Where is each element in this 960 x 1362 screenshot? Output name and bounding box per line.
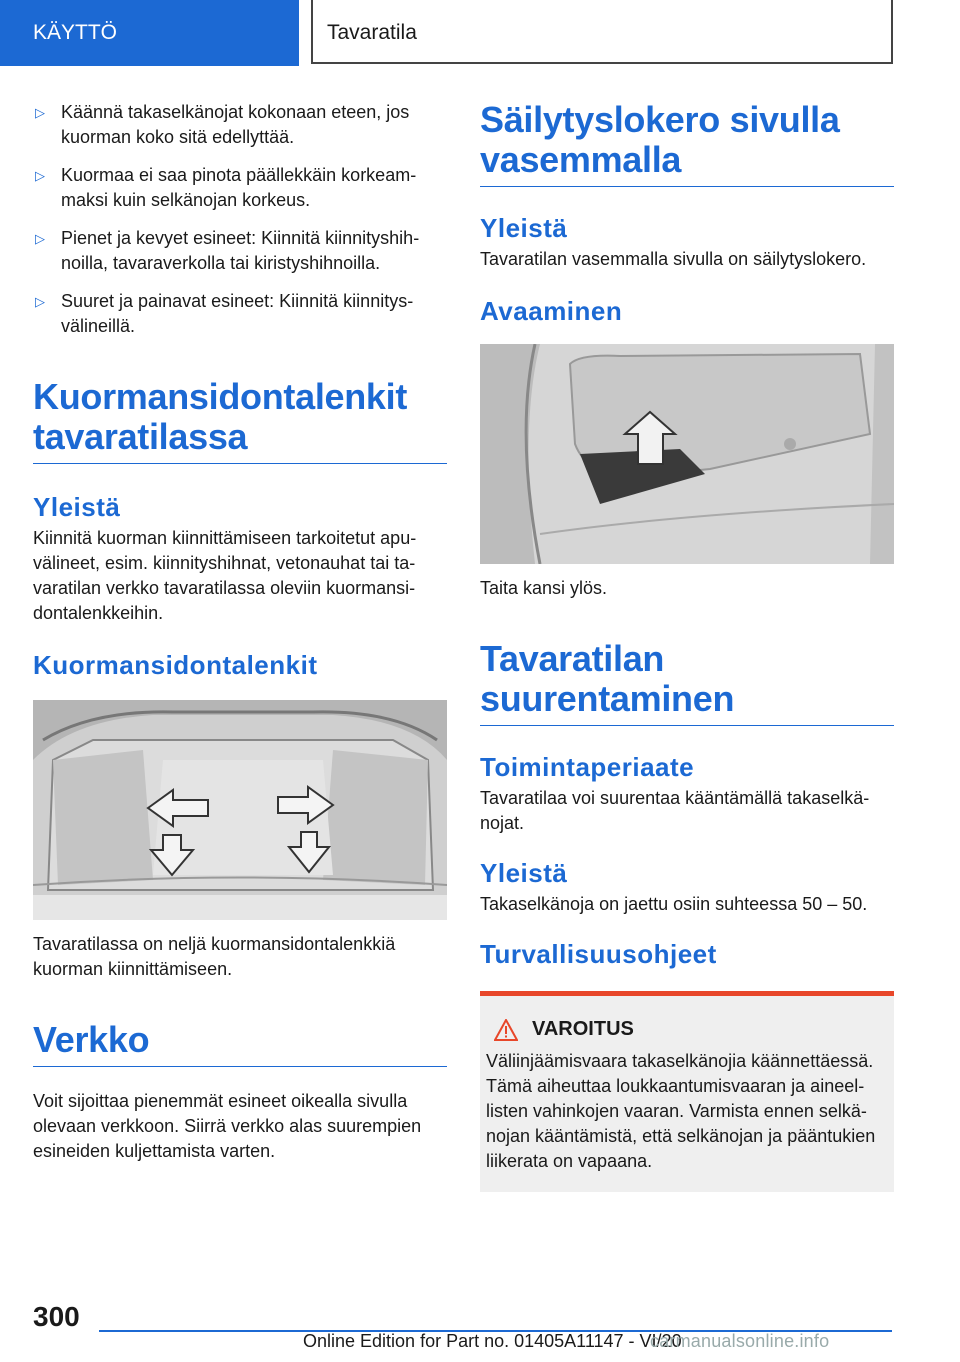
trunk-lashing-eyes-image (33, 700, 447, 920)
footer-watermark[interactable]: carmanualsonline.info (650, 1331, 830, 1351)
subheading-principle: Toimintaperiaate (480, 752, 695, 782)
warning-text: Väliinjäämisvaara takaselkänojia käännettäessä. Tämä aiheuttaa loukkaantumisvaaran ja aineellisten vahinkojen vaaran. Varmista ennen selkänojan kääntämistä, että selkänojan ja pääntukien liikerata on vapaana. (486, 1051, 876, 1171)
chapter-label: KÄYTTÖ (33, 21, 118, 44)
paragraph-net: Voit sijoittaa pienemmät esineet oikealla sivulla olevaan verkkoon. Siirrä verkko alas suurempien esineiden kuljettamista varten. (33, 1091, 422, 1161)
triangle-bullet-icon: ▷ (35, 231, 45, 246)
right-column (480, 100, 894, 1192)
triangle-bullet-icon: ▷ (35, 105, 45, 120)
list-item: ▷ Kuormaa ei saa pinota päällekkäin korkeammaksi kuin selkänojan korkeus. (35, 165, 417, 210)
warning-triangle-icon (494, 1019, 518, 1041)
warning-box (480, 991, 894, 1192)
list-item: ▷ Käännä takaselkänojat kokonaan eteen, jos kuorman koko sitä edellyttää. (35, 102, 410, 147)
heading-net: Verkko (33, 1020, 447, 1067)
heading-lashing-eyes: Kuormansidontalenkit tavaratilassa (33, 377, 447, 464)
paragraph-principle: Tavaratilaa voi suurentaa kääntämällä takaselkänojat. (480, 788, 870, 833)
subheading-opening: Avaaminen (480, 296, 623, 326)
chapter-tab (0, 0, 299, 66)
subheading-general: Yleistä (480, 213, 568, 243)
section-header (311, 0, 893, 64)
subheading-general-2: Yleistä (480, 858, 568, 888)
footer-edition: Online Edition for Part no. 01405A11147 - VI/20 (303, 1331, 682, 1351)
storage-compartment-image (480, 344, 894, 564)
list-item: ▷ Pienet ja kevyet esineet: Kiinnitä kiinnityshihnoilla, tavaraverkolla tai kiristyshihnoilla. (35, 228, 420, 273)
paragraph-general-2: Takaselkänoja on jaettu osiin suhteessa 50 – 50. (480, 894, 868, 914)
subheading-safety: Turvallisuusohjeet (480, 939, 717, 969)
heading-storage-compartment: Säilytyslokero sivulla vasemmalla (480, 100, 894, 187)
triangle-bullet-icon: ▷ (35, 294, 45, 309)
section-title: Tavaratila (327, 21, 417, 44)
paragraph-general: Kiinnitä kuorman kiinnittämiseen tarkoitetut apuvälineet, esim. kiinnityshihnat, vetonauhat tai tavaratilan verkko tavaratilassa oleviin kuormansidontalenkkeihin. (33, 528, 417, 623)
subheading-lashing-eyes: Kuormansidontalenkit (33, 650, 318, 680)
warning-header (486, 1018, 886, 1041)
paragraph-lashing-eyes: Tavaratilassa on neljä kuormansidontalenkkiä kuorman kiinnittämiseen. (33, 934, 396, 979)
paragraph-storage-general: Tavaratilan vasemmalla sivulla on säilytyslokero. (480, 249, 867, 269)
page-number: 300 (33, 1301, 80, 1332)
warning-title: VAROITUS (532, 1018, 634, 1040)
left-column (33, 100, 447, 1164)
heading-enlarge-trunk: Tavaratilan suurentaminen (480, 639, 894, 726)
bullet-list (33, 100, 447, 339)
triangle-bullet-icon: ▷ (35, 168, 45, 183)
list-item: ▷ Suuret ja painavat esineet: Kiinnitä kiinnitysvälineillä. (35, 291, 414, 336)
paragraph-opening: Taita kansi ylös. (480, 578, 608, 598)
subheading-general: Yleistä (33, 492, 121, 522)
